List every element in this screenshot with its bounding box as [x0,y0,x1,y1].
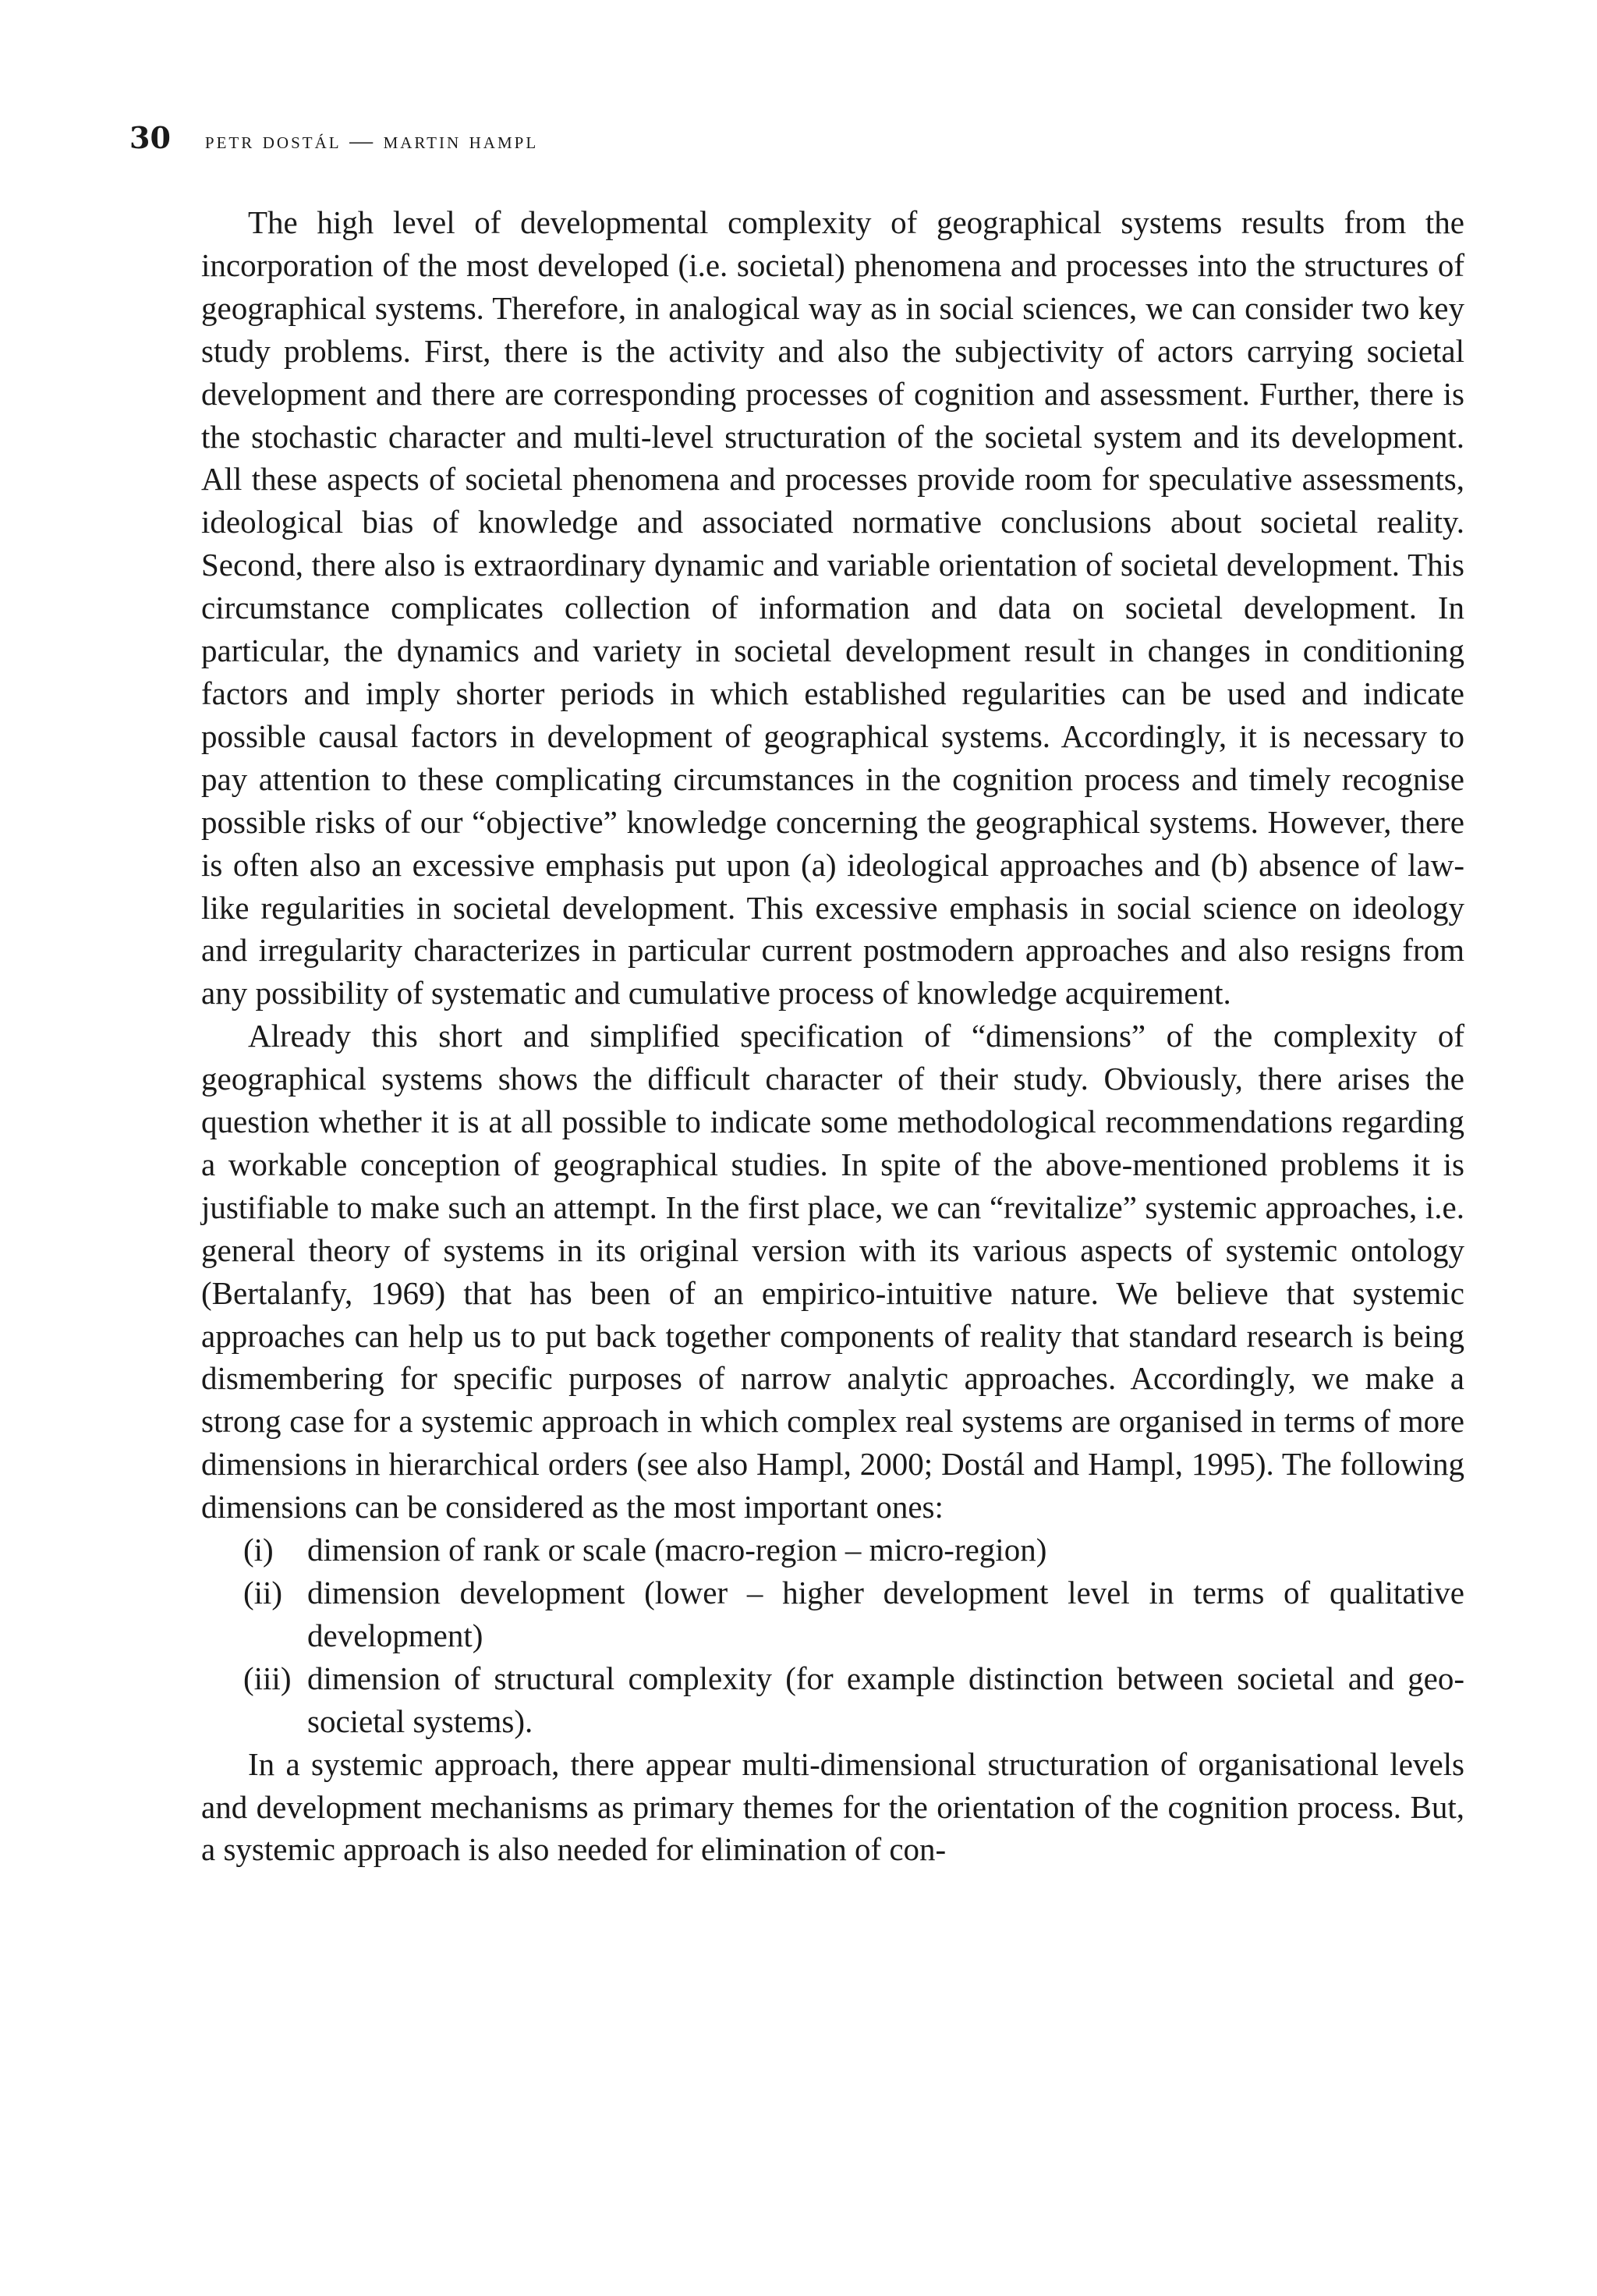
paragraph-systemic-approach: In a systemic approach, there appear multi-dimensional structuration of organisational levels and development mechanisms as primary themes for the orientation of the cognition process. But, a systemic approach is also needed for elimination of con- [201,1745,1464,1868]
running-head [129,120,538,164]
list-item-text: dimension of structural complexity (for example distinction between societal and geo-societal systems). [307,1660,1464,1739]
list-item-text: dimension development (lower – higher development level in terms of qualitative development) [307,1575,1464,1653]
paragraph-complexity: The high level of developmental complexity of geographical systems results from the incorporation of the most developed (i.e. societal) phenomena and processes into the structures of geographical systems. Therefore, in analogical way as in social sciences, we can consider two key study problems. First, there is the activity and also the subjectivity of actors carrying societal development and there are corresponding processes of cognition and assessment. Further, there is the stochastic character and multi-level structuration of the societal system and its development. All these aspects of societal phenomena and processes provide room for speculative assessments, ideological bias of knowledge and associated normative conclusions about societal reality. Second, there also is extraordinary dynamic and variable orientation of societal development. This circumstance complicates collection of information and data on societal development. In particular, the dynamics and variety in societal development result in changes in conditioning factors and imply shorter periods in which established regularities can be used and indicate possible causal factors in development of geographical systems. Accordingly, it is necessary to pay attention to these complicating circumstances in the cognition process and timely recognise possible risks of our “objective” knowledge concerning the geographical systems. However, there is often also an excessive emphasis put upon (a) ideological approaches and (b) absence of law-like regularities in societal development. This excessive emphasis in social science on ideology and irregularity characterizes in particular current postmodern approaches and also resigns from any possibility of systematic and cumulative process of knowledge acquirement. [201,204,1464,1012]
list-item [201,1529,1464,1571]
body-text [201,201,1464,1871]
running-head-authors: petr dostál — martin hampl [204,128,539,154]
list-item-marker: (iii) [243,1660,292,1696]
list-item-marker: (i) [243,1532,274,1568]
list-item-text: dimension of rank or scale (macro-region – micro-region) [307,1532,1047,1568]
list-item [201,1571,1464,1657]
page-number: 30 [129,120,171,155]
list-item-marker: (ii) [243,1575,283,1610]
dimensions-list [201,1529,1464,1743]
list-item [201,1657,1464,1743]
paragraph-dimensions: Already this short and simplified specification of “dimensions” of the complexity of geographical systems shows the difficult character of their study. Obviously, there arises the question whether it is at all possible to indicate some methodological recommendations regarding a workable conception of geographical studies. In spite of the above-mentioned problems it is justifiable to make such an attempt. In the first place, we can “revitalize” systemic approaches, i.e. general theory of systems in its original version with its various aspects of systemic ontology (Bertalanfy, 1969) that has been of an empirico-intuitive nature. We believe that systemic approaches can help us to put back together components of reality that standard research is being dismembering for specific purposes of narrow analytic approaches. Accordingly, we make a strong case for a systemic approach in which complex real systems are organised in terms of more dimensions in hierarchical orders (see also Hampl, 2000; Dostál and Hampl, 1995). The following dimensions can be considered as the most important ones: [201,1018,1464,1525]
